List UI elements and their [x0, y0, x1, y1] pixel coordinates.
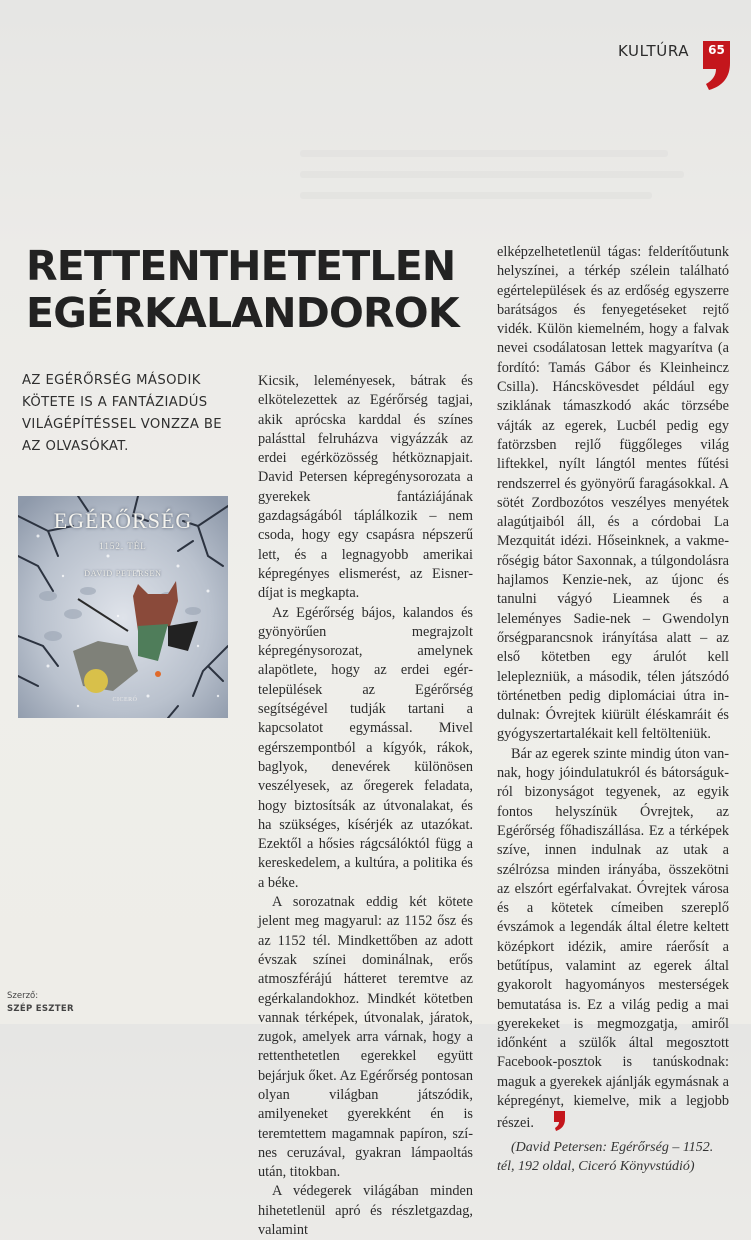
end-mark-icon	[540, 1111, 566, 1137]
cover-title: EGÉRŐRSÉG	[53, 508, 193, 533]
cover-author: DAVID PETERSEN	[84, 569, 162, 578]
article-headline	[26, 243, 476, 337]
book-bibliography: (David Petersen: Egérőrség – 1152. tél, 192 oldal, Ciceró Könyvstúdió)	[497, 1139, 714, 1175]
author-credit	[7, 990, 74, 1016]
body-column-1	[258, 372, 473, 1240]
body-column-2	[497, 243, 729, 1177]
book-cover-image	[18, 496, 228, 718]
paragraph: Kicsik, leleményesek, bátrak és elkötelezettek az Egérőrség tagjai, akik aprócska karddal és színes palásttal felruházva vigyázzák az erdei egérközösség hétköznapjait. David Petersen képregénysorozata a gyerekek fantáziájának gazdagságából táplálkozik – nem csoda, hogy egy csapásra népszerű lett, és a legnagyobb amerikai képregényes elismerést, az Eisner-díjat is megkapta.	[258, 373, 473, 602]
cover-publisher: CICERÓ	[112, 697, 138, 703]
headline-line-1: RETTENTHETETLEN	[26, 242, 456, 290]
page-number-badge	[703, 41, 733, 91]
cover-subtitle: 1152. TÉL	[99, 541, 147, 551]
paragraph: elképzelhetetlenül tágas: felderítőutunk helyszínei, a térkép szélein található egértelepülések és az erdőség egyszerre barátságos és fenyegetéseket rejtő vidék. Külön kiemelném, hogy a falvak nevei csodálatosan lettek magyarítva (a fordító: Tamás Gábor és Kleinheincz Csilla). Háncskövesdet például egy sziklának támaszkodó akác törzsébe vájták az egerek, Lucbél pedig egy fatörzsben rejlő függőleges világ liftekkel, nyílt lángtól mentes fűtési rendszerrel és gyönyörű faragásokkal. A sötét Zordbozótos veszélyes menyétek alagútjaiból áll, és a córdobai La Mezquitát idézi. Hőseinknek, a vakmerőségig bátor Saxonnak, a túlgondolásra hajlamos Kenzie-nek, az újonc és tanulni vágyó Lieamnek és a leleményes Sadie-nek – Gwendolyn őrségparancsnok irányítása alatt – az első kötetben egy árulót kell leleplezniük, a második, télen játszódó történetben pedig diplomáciai útra indulnak: Óvrejtek kiürült éléskamráit és gyógyszertartalékait kell feltölteniük.	[497, 244, 729, 743]
page-number: 65	[708, 43, 725, 57]
show-through-lines	[300, 150, 700, 213]
article-lead: AZ EGÉRŐRSÉG MÁSODIK KÖTETE IS A FANTÁZIADÚS VILÁGÉPÍTÉSSEL VONZZA BE AZ OLVASÓKAT.	[22, 373, 223, 454]
paragraph-final	[497, 745, 729, 1138]
paragraph: Az Egérőrség bájos, kalandos és gyönyörűen megrajzolt képregénysorozat, amelynek alapötlete, hogy az erdei egértelepülések az Egérőrség segítségével tudják tartani a kapcsolatot egymással. Mivel egérszempontból a kígyók, rákok, baglyok, denevérek különösen veszélyesek, az őregerek feladata, hogy biztosítsák az útvonalakat, és ha szükséges, kísérjék az utazókat. Ezektől a hősies rágcsálóktól függ a kereskedelem, a kultúra, a politika és a béke.	[258, 604, 473, 891]
paragraph: A sorozatnak eddig két kötete jelent meg magyarul: az 1152 ősz és az 1152 tél. Mindkettőben az adott évszak színei dominálnak, erős atmoszférájú hátteret teremtve az egérkalandokhoz. Mindkét kötetben vannak térképek, útvonalak, járatok, zugok, amelyek arra várnak, hogy a rettenthetetlen egerekkel együtt bejárjuk őket. Az Egérőrség pontosan olyan világban játszódik, amilyeneket gyerekként én is teremtettem magamnak papíron, színes ceruzával, gyakran lámpaoltás után, titokban.	[258, 894, 473, 1181]
headline-line-2: EGÉRKALANDOROK	[26, 289, 459, 337]
paragraph: A védegerek világában minden hihetetlenül apró és részletgazdag, valamint	[258, 1183, 473, 1239]
section-label: KULTÚRA	[618, 42, 690, 60]
author-name: SZÉP ESZTER	[7, 1004, 74, 1014]
paragraph-text: Bár az egerek szinte mindig úton vannak, hogy jóindulatukról és bátorságukról bizonyságot tegyenek, az egyik fontos helyszínük Óvrejtek, az Egérőrség főhadiszállása. Ez a térképek szíve, innen indulnak az utak a szélrózsa minden irányába, összekötni az elszórt egérfalvakat. Óvrejtek városa és a kötetek címeiben szereplő évszámok a legendák által életre keltett középkort idézik, amire ráerősít a betűtípus, valamint az egerek által gyakorolt hagyományos mesterségek bemutatása is. Ez a világ pedig a mai gyerekeket is megmozgatja, amiről időnként a szülők által megosztott Facebook-posztok is tanúskodnak: maguk a gyerekek ajánlják egymásnak a képregényt, kiemelve, mik a legjobb részei.	[497, 745, 729, 1132]
author-label: Szerző:	[7, 991, 39, 1001]
